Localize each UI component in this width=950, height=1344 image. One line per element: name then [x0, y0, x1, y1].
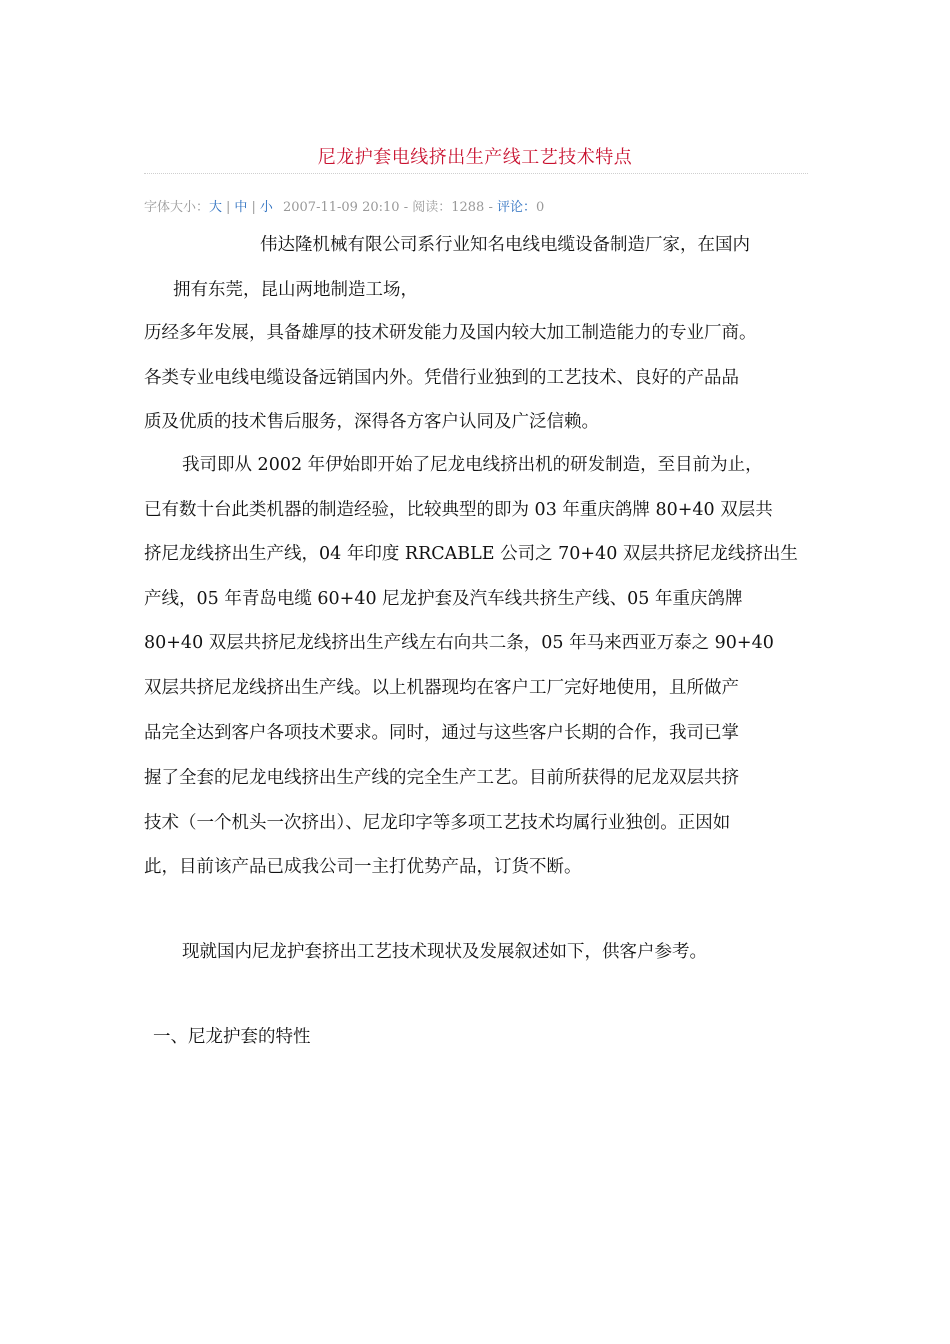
font-size-label: 字体大小：	[144, 200, 210, 215]
separator: -	[488, 200, 497, 215]
body-line: 已有数十台此类机器的制造经验，比较典型的即为 03 年重庆鸽牌 80+40 双层共	[144, 500, 773, 520]
comments-count: 0	[536, 200, 545, 215]
body-line: 产线，05 年青岛电缆 60+40 尼龙护套及汽车线共挤生产线、05 年重庆鸽牌	[144, 589, 743, 609]
reads-count: 1288	[451, 200, 485, 215]
body-line: 伟达隆机械有限公司系行业知名电线电缆设备制造厂家，在国内	[260, 235, 750, 255]
body-line: 历经多年发展，具备雄厚的技术研发能力及国内较大加工制造能力的专业厂商。	[144, 323, 757, 343]
body-line: 质及优质的技术售后服务，深得各方客户认同及广泛信赖。	[144, 412, 599, 432]
body-line: 技术（一个机头一次挤出）、尼龙印字等多项工艺技术均属行业独创。正因如	[144, 813, 731, 833]
body-line: 我司即从 2002 年伊始即开始了尼龙电线挤出机的研发制造，至目前为止，	[182, 455, 763, 475]
body-line: 80+40 双层共挤尼龙线挤出生产线左右向共二条，05 年马来西亚万泰之 90+40	[144, 633, 774, 653]
section-heading: 一、尼龙护套的特性	[153, 1027, 311, 1047]
post-date: 2007-11-09 20:10	[282, 200, 400, 215]
article-title: 尼龙护套电线挤出生产线工艺技术特点	[317, 147, 633, 168]
separator: -	[403, 200, 413, 215]
article-meta	[144, 196, 544, 215]
font-size-medium-link[interactable]: 中	[234, 200, 248, 215]
separator: |	[226, 200, 231, 215]
title-divider	[144, 173, 808, 174]
reads-label: 阅读：	[412, 200, 452, 215]
body-line: 拥有东莞，昆山两地制造工场，	[173, 280, 418, 300]
comments-link[interactable]: 评论：	[497, 200, 537, 215]
font-size-large-link[interactable]: 大	[209, 200, 223, 215]
separator: |	[251, 200, 256, 215]
font-size-small-link[interactable]: 小	[259, 200, 273, 215]
body-line: 双层共挤尼龙线挤出生产线。以上机器现均在客户工厂完好地使用，且所做产	[144, 678, 739, 698]
body-line: 各类专业电线电缆设备远销国内外。凭借行业独到的工艺技术、良好的产品品	[144, 368, 739, 388]
body-line: 挤尼龙线挤出生产线，04 年印度 RRCABLE 公司之 70+40 双层共挤尼龙线挤出生	[144, 544, 798, 564]
body-line: 握了全套的尼龙电线挤出生产线的完全生产工艺。目前所获得的尼龙双层共挤	[144, 768, 739, 788]
body-line: 品完全达到客户各项技术要求。同时，通过与这些客户长期的合作，我司已掌	[144, 723, 739, 743]
body-line: 现就国内尼龙护套挤出工艺技术现状及发展叙述如下，供客户参考。	[182, 942, 707, 962]
body-line: 此，目前该产品已成我公司一主打优势产品，订货不断。	[144, 857, 582, 877]
